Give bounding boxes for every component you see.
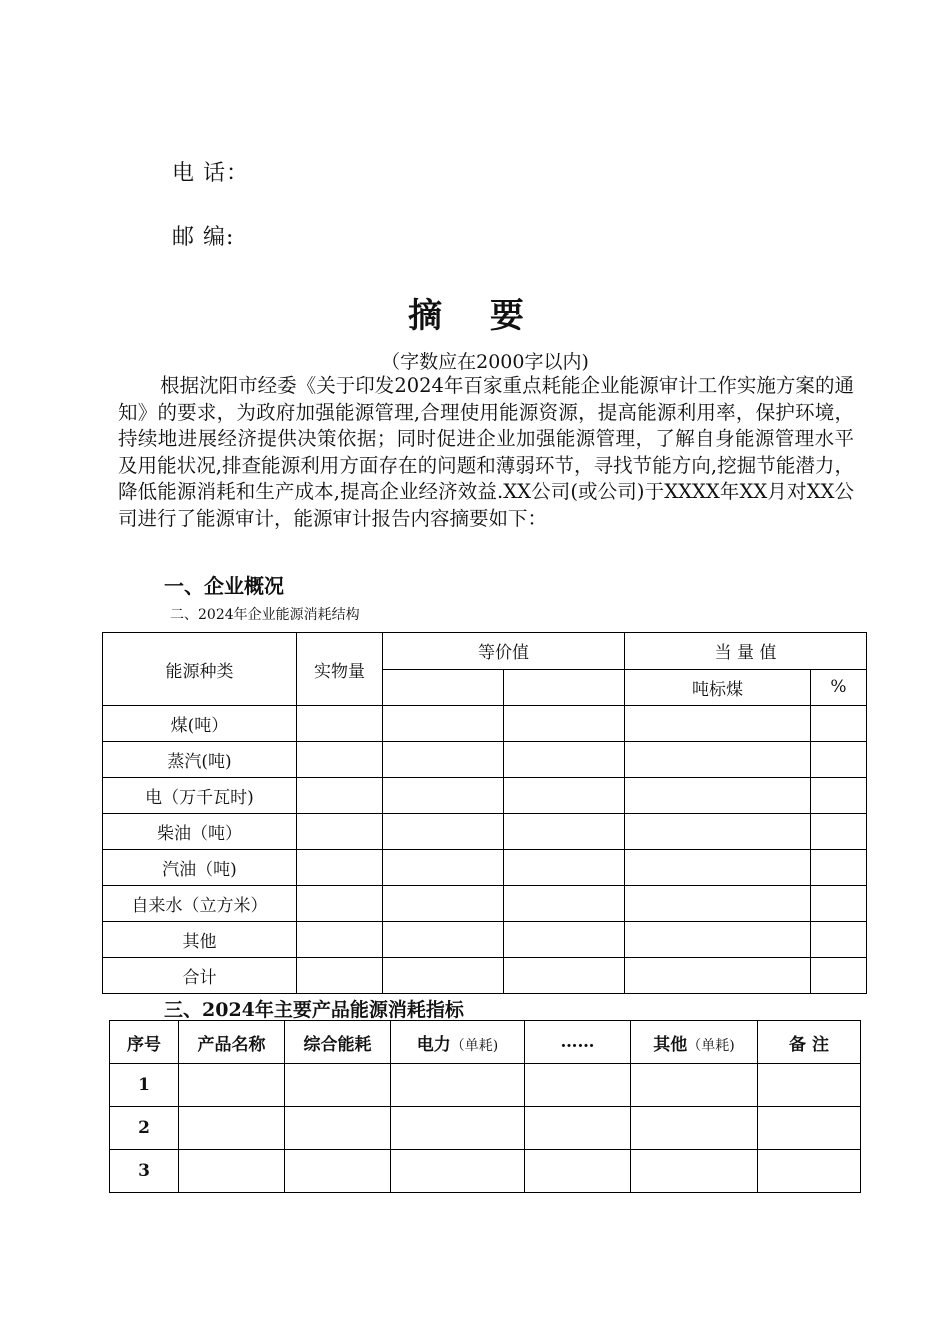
table-cell [625, 778, 811, 814]
row-number-cell: 2 [110, 1107, 179, 1150]
energy-type-cell: 汽油（吨) [103, 850, 297, 886]
word-limit-note: （字数应在2000字以内) [381, 351, 589, 373]
table-cell [811, 814, 867, 850]
header-equivalent-amount: 当 量 值 [625, 633, 867, 670]
table-cell [631, 1064, 758, 1107]
table-cell [179, 1150, 285, 1193]
table-cell [383, 886, 504, 922]
table-cell [297, 958, 383, 994]
table-cell [504, 922, 625, 958]
table-cell [391, 1150, 525, 1193]
table-cell [383, 922, 504, 958]
table-cell [297, 850, 383, 886]
table-row [103, 706, 867, 742]
table-cell [631, 1107, 758, 1150]
table-cell [383, 814, 504, 850]
table-cell [625, 850, 811, 886]
section-heading-overview: 一、企业概况 [164, 574, 284, 598]
table-cell [504, 706, 625, 742]
header-power-unit: （单耗) [450, 1037, 499, 1054]
table-cell [383, 850, 504, 886]
summary-title: 摘 要 [408, 296, 542, 336]
table-cell [297, 778, 383, 814]
energy-consumption-table [102, 632, 867, 994]
header-power [391, 1021, 525, 1064]
header-equivalent-value: 等价值 [383, 633, 625, 670]
postcode-label: 邮 编: [172, 225, 235, 250]
header-product-name: 产品名称 [179, 1021, 285, 1064]
energy-type-cell: 柴油（吨） [103, 814, 297, 850]
table-cell [811, 706, 867, 742]
table-cell [525, 1064, 631, 1107]
table-row [103, 814, 867, 850]
table-cell [383, 958, 504, 994]
phone-label: 电 话： [172, 161, 249, 186]
table-cell [625, 742, 811, 778]
row-number-cell: 3 [110, 1150, 179, 1193]
header-other-unit: （单耗) [687, 1037, 735, 1054]
row-number-cell: 1 [110, 1064, 179, 1107]
table-row [103, 742, 867, 778]
table-row [103, 922, 867, 958]
table-cell [504, 778, 625, 814]
table-cell [811, 886, 867, 922]
summary-paragraph-text: 根据沈阳市经委《关于印发2024年百家重点耗能企业能源审计工作实施方案的通知》的要求，为政府加强能源管理,合理使用能源资源，提高能源利用率，保护环境，持续地进展经济提供决策依据；同时促进企业加强能源管理，了解自身能源管理水平及用能状况,排查能源利用方面存在的问题和薄弱环节，寻找节能方向,挖掘节能潜力，降低能源消耗和生产成本,提高企业经济效益.XX公司(或公司)于XXXX年XX月对XX公司进行了能源审计，能源审计报告内容摘要如下： [118, 374, 854, 530]
table-cell [811, 958, 867, 994]
header-standard-coal: 吨标煤 [625, 669, 811, 706]
table-row [110, 1107, 861, 1150]
table-cell [811, 778, 867, 814]
table-cell [758, 1064, 861, 1107]
table-cell [504, 850, 625, 886]
table-cell [297, 886, 383, 922]
table-cell [811, 922, 867, 958]
table-cell [297, 742, 383, 778]
header-other [631, 1021, 758, 1064]
energy-type-cell: 蒸汽(吨) [103, 742, 297, 778]
table-cell [285, 1107, 391, 1150]
table-row [110, 1064, 861, 1107]
summary-paragraph [118, 373, 854, 532]
section-heading-product-indicators: 三、2024年主要产品能源消耗指标 [164, 999, 464, 1021]
table-row [103, 850, 867, 886]
table-cell [525, 1107, 631, 1150]
table-cell [504, 886, 625, 922]
energy-type-cell: 自来水（立方米） [103, 886, 297, 922]
header-no: 序号 [110, 1021, 179, 1064]
table-cell [758, 1107, 861, 1150]
table-row [103, 958, 867, 994]
table-cell [504, 742, 625, 778]
energy-type-cell: 煤(吨） [103, 706, 297, 742]
table-cell [811, 742, 867, 778]
table-cell [383, 669, 504, 706]
table-cell [285, 1150, 391, 1193]
table-cell [625, 706, 811, 742]
table-cell [179, 1107, 285, 1150]
table-cell [383, 706, 504, 742]
table-cell [504, 958, 625, 994]
header-energy-type: 能源种类 [103, 633, 297, 706]
table-cell [179, 1064, 285, 1107]
energy-type-cell: 合计 [103, 958, 297, 994]
table-cell [758, 1150, 861, 1193]
table-cell [383, 778, 504, 814]
header-percent: % [811, 669, 867, 706]
table-cell [297, 814, 383, 850]
table-row [103, 778, 867, 814]
table-cell [625, 814, 811, 850]
energy-type-cell: 电（万千瓦时) [103, 778, 297, 814]
table-cell [297, 706, 383, 742]
header-other-label: 其他 [653, 1034, 688, 1055]
header-remark: 备 注 [758, 1021, 861, 1064]
header-ellipsis: …… [525, 1021, 631, 1064]
header-power-label: 电力 [416, 1034, 451, 1055]
product-energy-table [109, 1020, 861, 1193]
table-cell [625, 958, 811, 994]
section-heading-energy-structure: 二、2024年企业能源消耗结构 [170, 607, 360, 623]
table-cell [631, 1150, 758, 1193]
energy-type-cell: 其他 [103, 922, 297, 958]
table-cell [383, 742, 504, 778]
table-cell [504, 669, 625, 706]
header-total-energy: 综合能耗 [285, 1021, 391, 1064]
table-cell [625, 886, 811, 922]
table-row [110, 1150, 861, 1193]
table-cell [625, 922, 811, 958]
table-cell [811, 850, 867, 886]
table-cell [297, 922, 383, 958]
table-cell [391, 1107, 525, 1150]
table-cell [525, 1150, 631, 1193]
table-cell [391, 1064, 525, 1107]
table-cell [504, 814, 625, 850]
header-physical-quantity: 实物量 [297, 633, 383, 706]
table-row [103, 886, 867, 922]
table-cell [285, 1064, 391, 1107]
